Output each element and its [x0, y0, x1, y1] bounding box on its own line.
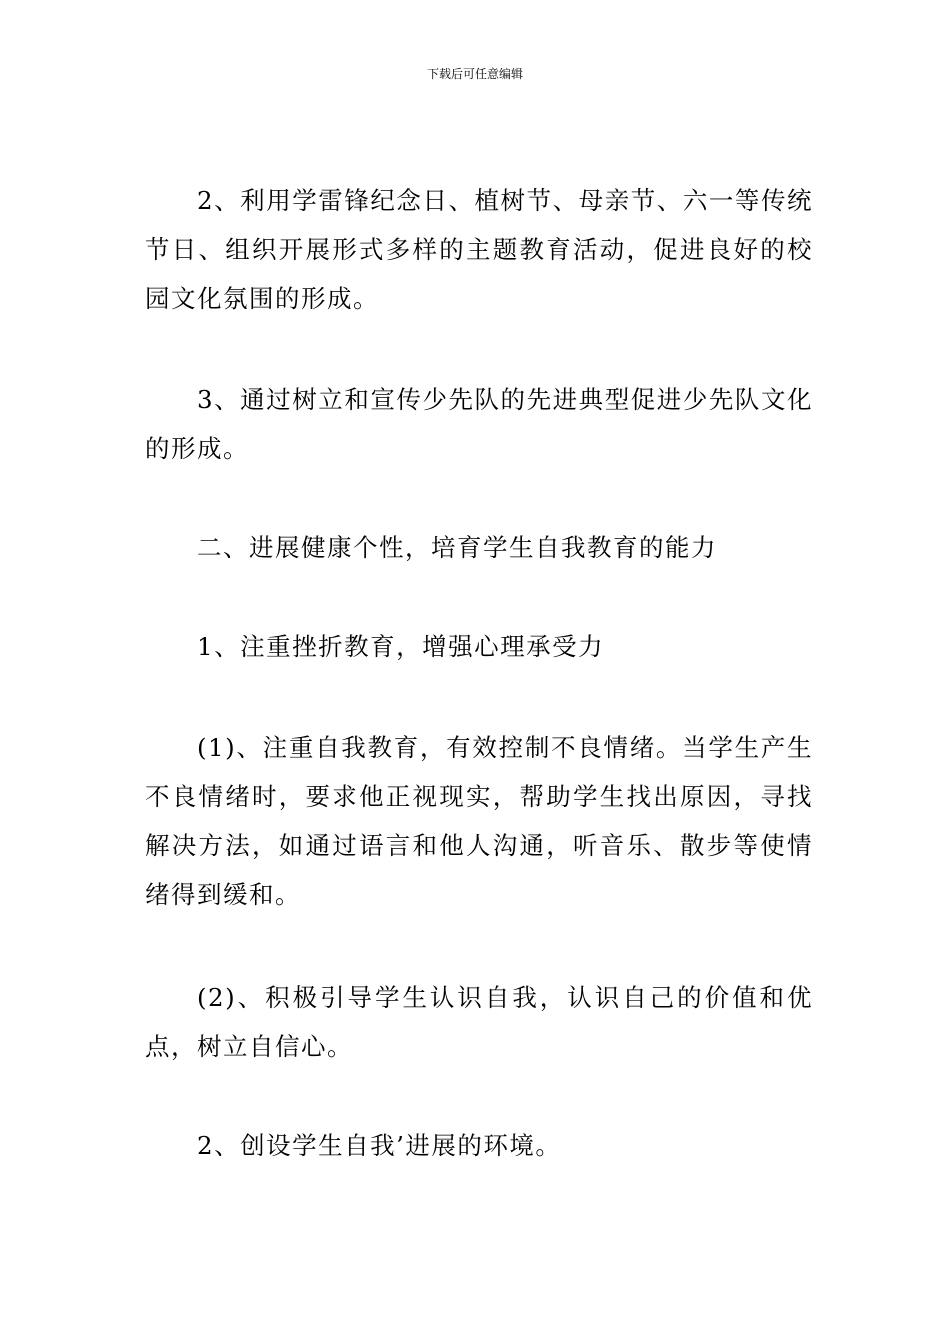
- paragraph-model-promotion: 3、通过树立和宣传少先队的先进典型促进少先队文化的形成。: [145, 385, 813, 463]
- section-heading-personality: 二、进展健康个性，培育学生自我教育的能力: [197, 533, 717, 562]
- page-header: 下载后可任意编辑: [426, 67, 523, 81]
- subheading-environment: 2、创设学生自我’进展的环境。: [197, 1131, 562, 1160]
- subheading-frustration-education: 1、注重挫折教育，增强心理承受力: [197, 632, 605, 661]
- paragraph-self-education: (1)、注重自我教育，有效控制不良情绪。当学生产生不良情绪时，要求他正视现实，帮助学生找出原因，寻找解决方法，如通过语言和他人沟通，听音乐、散步等使情绪得到缓和。: [145, 733, 813, 909]
- paragraph-festival-activities: 2、利用学雷锋纪念日、植树节、母亲节、六一等传统节日、组织开展形式多样的主题教育活动，促进良好的校园文化氛围的形成。: [145, 186, 813, 313]
- paragraph-self-confidence: (2)、积极引导学生认识自我，认识自己的价值和优点，树立自信心。: [145, 983, 813, 1061]
